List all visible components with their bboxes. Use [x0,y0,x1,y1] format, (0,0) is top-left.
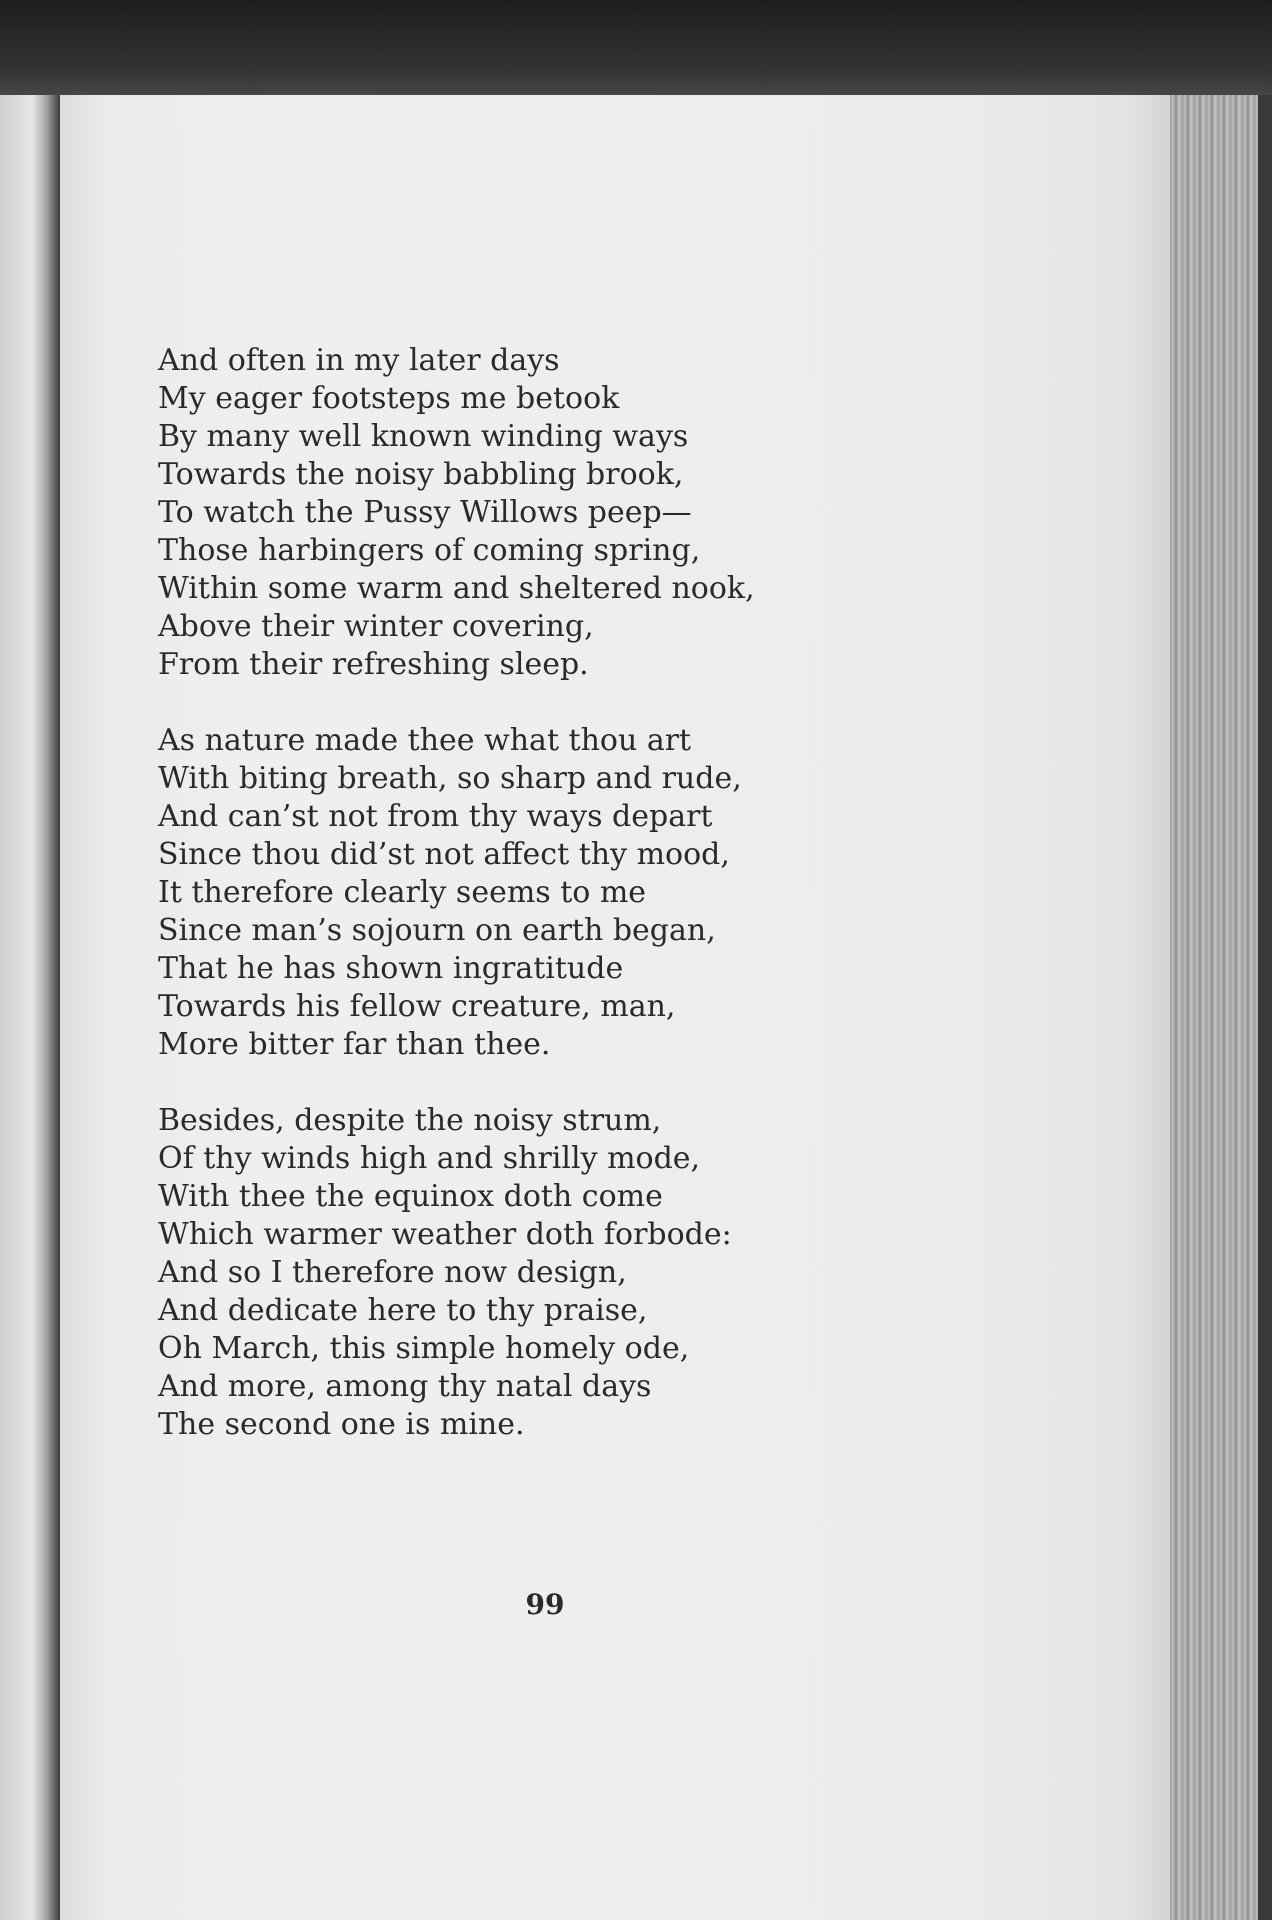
poem-line: With thee the equinox doth come [158,1179,663,1214]
poem-line: Oh March, this simple homely ode, [158,1331,690,1366]
poem-line: Which warmer weather doth forbode: [158,1217,732,1252]
poem-line: Towards his fellow creature, man, [158,989,676,1024]
poem-text [158,342,1058,1482]
poem-line: And more, among thy natal days [158,1369,652,1404]
poem-line: And so I therefore now design, [158,1255,627,1290]
poem-line: Those harbingers of coming spring, [158,533,701,568]
poem-line: And often in my later days [158,343,560,378]
poem-line: Besides, despite the noisy strum, [158,1103,662,1138]
facing-page-edge [0,95,60,1920]
poem-line: More bitter far than thee. [158,1027,551,1062]
poem-line: The second one is mine. [158,1407,525,1442]
poem-line: Within some warm and sheltered nook, [158,571,755,606]
poem-line: With biting breath, so sharp and rude, [158,761,742,796]
poem-line: Towards the noisy babbling brook, [158,457,684,492]
poem-line: Of thy winds high and shrilly mode, [158,1141,701,1176]
poem-line: Since man’s sojourn on earth began, [158,913,716,948]
poem-line: Above their winter covering, [158,609,594,644]
poem-line: From their refreshing sleep. [158,647,589,682]
poem-line: That he has shown ingratitude [158,951,624,986]
stanza-1 [158,342,1058,684]
poem-line: To watch the Pussy Willows peep— [158,495,692,530]
poem-line: And dedicate here to thy praise, [158,1293,648,1328]
poem-line: It therefore clearly seems to me [158,875,647,910]
poem-line: Since thou did’st not affect thy mood, [158,837,730,872]
poem-line: By many well known winding ways [158,419,689,454]
stanza-3 [158,1102,1058,1444]
poem-line: My eager footsteps me betook [158,381,620,416]
page-stack-edge [1170,95,1272,1920]
poem-line: And can’st not from thy ways depart [158,799,713,834]
scan-top-border [0,0,1272,100]
stanza-2 [158,722,1058,1064]
poem-line: As nature made thee what thou art [158,723,692,758]
page-number: 99 [525,1588,565,1621]
